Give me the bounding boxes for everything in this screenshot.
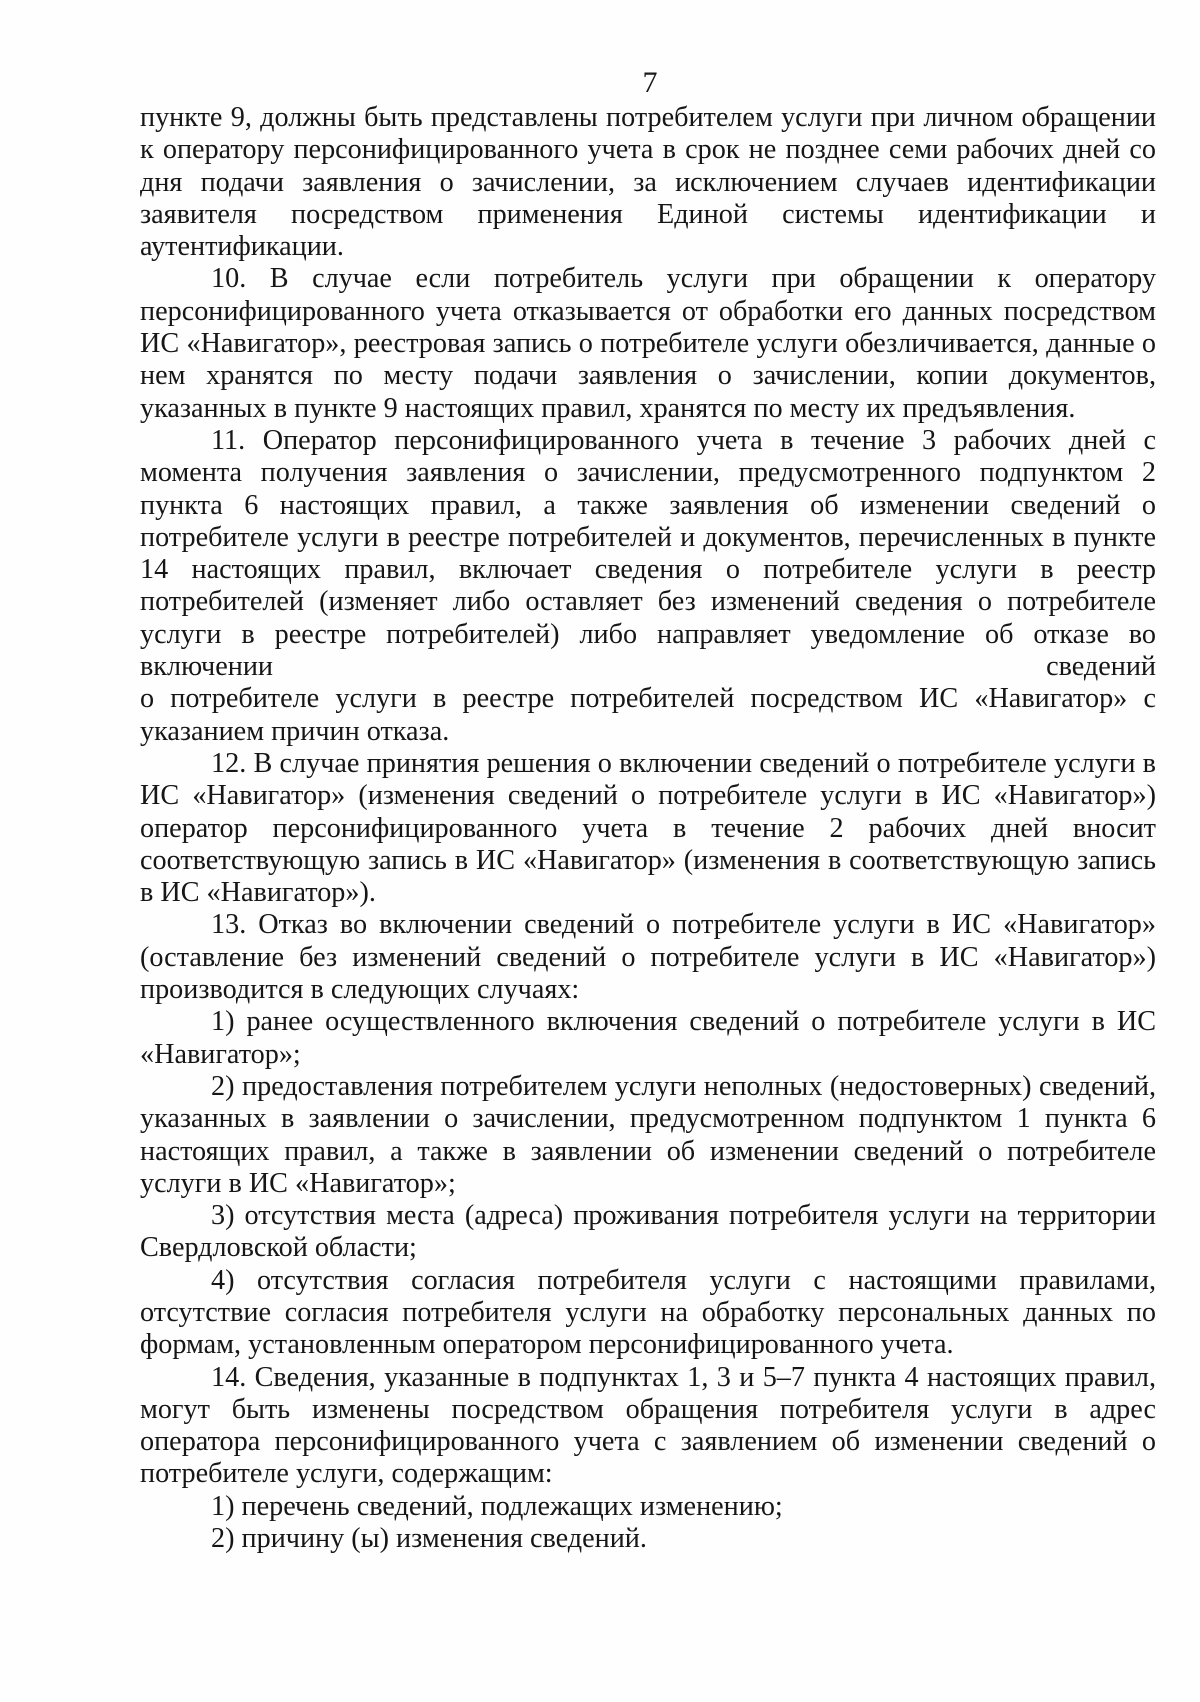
paragraph-13: 13. Отказ во включении сведений о потребителе услуги в ИС «Навигатор» (оставление без изменений сведений о потребителе услуги в ИС «Навигатор») производится в следующих случаях: xyxy=(140,909,1156,1006)
paragraph-continuation: пункте 9, должны быть представлены потребителем услуги при личном обращении к оператору персонифицированного учета в срок не позднее семи рабочих дней со дня подачи заявления о зачислении, за исключением случаев идентификации заявителя посредством применения Единой системы идентификации и аутентификации. xyxy=(140,102,1156,263)
paragraph-10: 10. В случае если потребитель услуги при обращении к оператору персонифицированного учета отказывается от обработки его данных посредством ИС «Навигатор», реестровая запись о потребителе услуги обезличивается, данные о нем хранятся по месту подачи заявления о зачислении, копии документов, указанных в пункте 9 настоящих правил, хранятся по месту их предъявления. xyxy=(140,263,1156,424)
paragraph-12: 12. В случае принятия решения о включении сведений о потребителе услуги в ИС «Навигатор» (изменения сведений о потребителе услуги в ИС «Навигатор») оператор персонифицированного учета в течение 2 рабочих дней вносит соответствующую запись в ИС «Навигатор» (изменения в соответствующую запись в ИС «Навигатор»). xyxy=(140,747,1156,909)
list-item-13-3: 3) отсутствия места (адреса) проживания потребителя услуги на территории Свердловской области; xyxy=(140,1200,1156,1264)
list-item-14-2: 2) причину (ы) изменения сведений. xyxy=(211,1523,647,1555)
paragraph-11: 11. Оператор персонифицированного учета в течение 3 рабочих дней с момента получения заявления о зачислении, предусмотренного подпунктом 2 пункта 6 настоящих правил, а также заявления об изменении сведений о потребителе услуги в реестре потребителей и документов, перечисленных в пункте 14 настоящих правил, включает сведения о потребителе услуги в реестр потребителей (изменяет либо оставляет без изменений сведения о потребителе услуги в реестре потребителей) либо направляет уведомление об отказе во включении сведений xyxy=(140,424,1156,683)
paragraph-11-continuation: о потребителе услуги в реестре потребителей посредством ИС «Навигатор» с указанием причин отказа. xyxy=(140,683,1156,747)
list-item-13-1: 1) ранее осуществленного включения сведений о потребителе услуги в ИС «Навигатор»; xyxy=(140,1006,1156,1070)
document-body xyxy=(140,102,1156,1555)
page-number: 7 xyxy=(642,66,658,99)
list-item-13-4: 4) отсутствия согласия потребителя услуги с настоящими правилами, отсутствие согласия потребителя услуги на обработку персональных данных по формам, установленным оператором персонифицированного учета. xyxy=(140,1264,1156,1361)
list-item-14-1: 1) перечень сведений, подлежащих изменению; xyxy=(211,1490,783,1522)
list-item-13-2: 2) предоставления потребителем услуги неполных (недостоверных) сведений, указанных в заявлении о зачислении, предусмотренном подпунктом 1 пункта 6 настоящих правил, а также в заявлении об изменении сведений о потребителе услуги в ИС «Навигатор»; xyxy=(140,1070,1156,1199)
paragraph-14: 14. Сведения, указанные в подпунктах 1, 3 и 5–7 пункта 4 настоящих правил, могут быть изменены посредством обращения потребителя услуги в адрес оператора персонифицированного учета с заявлением об изменении сведений о потребителе услуги, содержащим: xyxy=(140,1361,1156,1490)
